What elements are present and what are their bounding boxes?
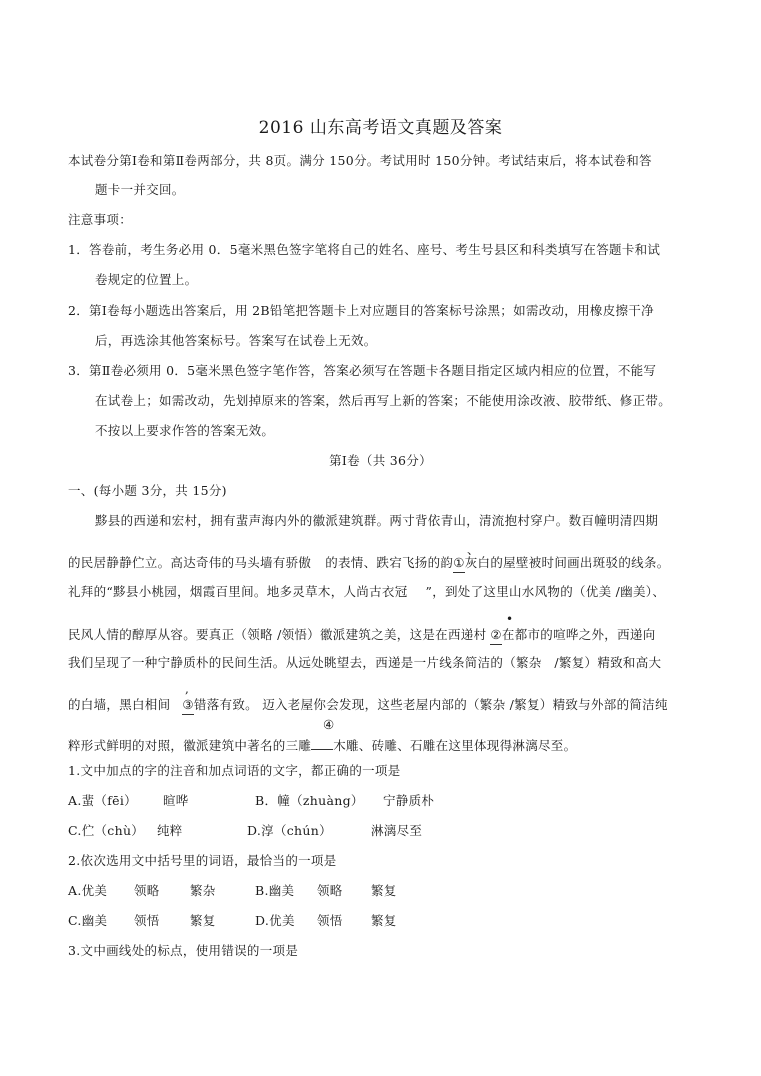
notice-3-line-1: 3．第Ⅱ卷必须用 0．5毫米黑色签字笔作答，答案必须写在答题卡各题目指定区域内相应的位置，不能写	[68, 363, 657, 378]
comma-mark: 、	[467, 543, 480, 557]
passage-line-2-b: 的表情、跌宕飞扬的韵	[325, 555, 454, 570]
q2-option-d-3: 繁复	[371, 913, 397, 928]
q2-option-c-3: 繁复	[190, 913, 216, 928]
q2-option-a-3: 繁杂	[190, 883, 216, 898]
marker-1: ①	[453, 554, 465, 573]
question-2-row-2	[68, 912, 397, 930]
q1-option-d-term: 淋漓尽至	[371, 823, 423, 838]
q1-option-b-word: B．幢（zhuàng）	[255, 793, 364, 808]
q2-option-b-2: 领略	[317, 883, 343, 898]
passage-line-3-b: ”，到处了这里山水风物的（优美 /幽美）、	[425, 584, 666, 599]
q2-option-d-2: 领悟	[317, 913, 343, 928]
passage-line-6-a: 的白墙，黑白相间	[68, 697, 171, 712]
passage-line-4-a: 民风人情的醇厚从容。要真正（领略 /领悟）徽派建筑之美，这是在西递村	[68, 627, 487, 642]
dot-mark: •	[506, 612, 514, 626]
passage-line-5: 我们呈现了一种宁静质朴的民间生活。从远处眺望去，西递是一片线条简洁的（繁杂 /繁复）精致和高大	[68, 655, 662, 670]
marker-2: ②	[490, 626, 502, 645]
q1-option-c-word: C.伫（chù）	[68, 823, 145, 838]
notice-3-line-3: 不按以上要求作答的答案无效。	[95, 423, 275, 438]
q2-option-c-2: 领悟	[134, 913, 160, 928]
page-title: 2016 山东高考语文真题及答案	[258, 118, 503, 138]
question-1-stem: 1.文中加点的字的注音和加点词语的文字，都正确的一项是	[68, 763, 401, 778]
q1-option-a-term: 暄哗	[163, 793, 189, 808]
q2-option-d-1: D.优美	[255, 913, 295, 928]
passage-line-7-b: 木雕、砖雕、石雕在这里体现得淋漓尽至。	[333, 738, 577, 753]
passage-line-3	[68, 583, 665, 601]
q2-option-c-1: C.幽美	[68, 913, 108, 928]
passage-line-2	[68, 554, 670, 573]
comma-mark-2: ,	[185, 682, 189, 696]
q2-option-b-1: B.幽美	[255, 883, 295, 898]
question-1-row-2	[68, 822, 422, 840]
passage-line-3-a: 礼拜的“黟县小桃园，烟霞百里间。地多灵草木，人尚古衣冠	[68, 584, 408, 599]
passage-line-4-b: 在都市的喧哗之外，西递向	[501, 627, 656, 642]
q1-option-d-word: D.淳（chún）	[247, 823, 332, 838]
question-3-stem: 3.文中画线处的标点，使用错误的一项是	[68, 943, 299, 958]
section-heading: 第Ⅰ卷（共 36分）	[329, 453, 432, 468]
notice-2-line-2: 后，再选涂其他答案标号。答案写在试卷上无效。	[95, 333, 377, 348]
q1-option-b-term: 宁静质朴	[383, 793, 435, 808]
marker-3: ③	[182, 696, 194, 715]
passage-line-6-b: 错落有致。 迈入老屋你会发现，这些老屋内部的（繁杂 /繁复）精致与外部的简洁纯	[193, 697, 668, 712]
q2-option-a-2: 领略	[134, 883, 160, 898]
passage-line-7	[68, 737, 576, 755]
q1-option-a-word: A.蜚（fēi）	[68, 793, 137, 808]
question-1-row-1	[68, 792, 434, 810]
notice-2-line-1: 2．第Ⅰ卷每小题选出答案后，用 2B铅笔把答题卡上对应题目的答案标号涂黑；如需改动，用橡皮擦干净	[68, 303, 654, 318]
notice-1-line-1: 1．答卷前，考生务必用 0．5毫米黑色签字笔将自己的姓名、座号、考生号县区和科类填写在答题卡和试	[68, 242, 661, 257]
passage-line-4	[68, 626, 656, 645]
intro-line-1: 本试卷分第Ⅰ卷和第Ⅱ卷两部分，共 8页。满分 150分。考试用时 150分钟。考试结束后，将本试卷和答	[68, 153, 652, 168]
notice-heading: 注意事项：	[68, 212, 133, 227]
passage-line-7-a: 粹形式鲜明的对照，徽派建筑中著名的三雕	[68, 738, 312, 753]
notice-3-line-2: 在试卷上；如需改动，先划掉原来的答案，然后再写上新的答案；不能使用涂改液、胶带纸、修正带。	[95, 393, 672, 408]
question-2-stem: 2.依次选用文中括号里的词语，最恰当的一项是	[68, 853, 337, 868]
q2-option-b-3: 繁复	[371, 883, 397, 898]
intro-line-2: 题卡一并交回。	[95, 182, 185, 197]
q2-option-a-1: A.优美	[68, 883, 108, 898]
q1-option-c-term: 纯粹	[157, 823, 183, 838]
passage-line-1: 黟县的西递和宏村，拥有蜚声海内外的徽派建筑群。两寸背依青山，清流抱村穿户。数百幢明清四期	[95, 513, 659, 528]
passage-line-2-a: 的民居静静伫立。高达奇伟的马头墙有骄傲	[68, 555, 312, 570]
part-heading: 一、(每小题 3分，共 15分)	[68, 483, 227, 498]
question-2-row-1	[68, 882, 397, 900]
notice-1-line-2: 卷规定的位置上。	[95, 272, 198, 287]
passage-line-2-c: 灰白的屋壁被时间画出斑驳的线条。	[464, 555, 670, 570]
marker-4: ④	[323, 717, 335, 732]
passage-line-6	[68, 696, 668, 715]
